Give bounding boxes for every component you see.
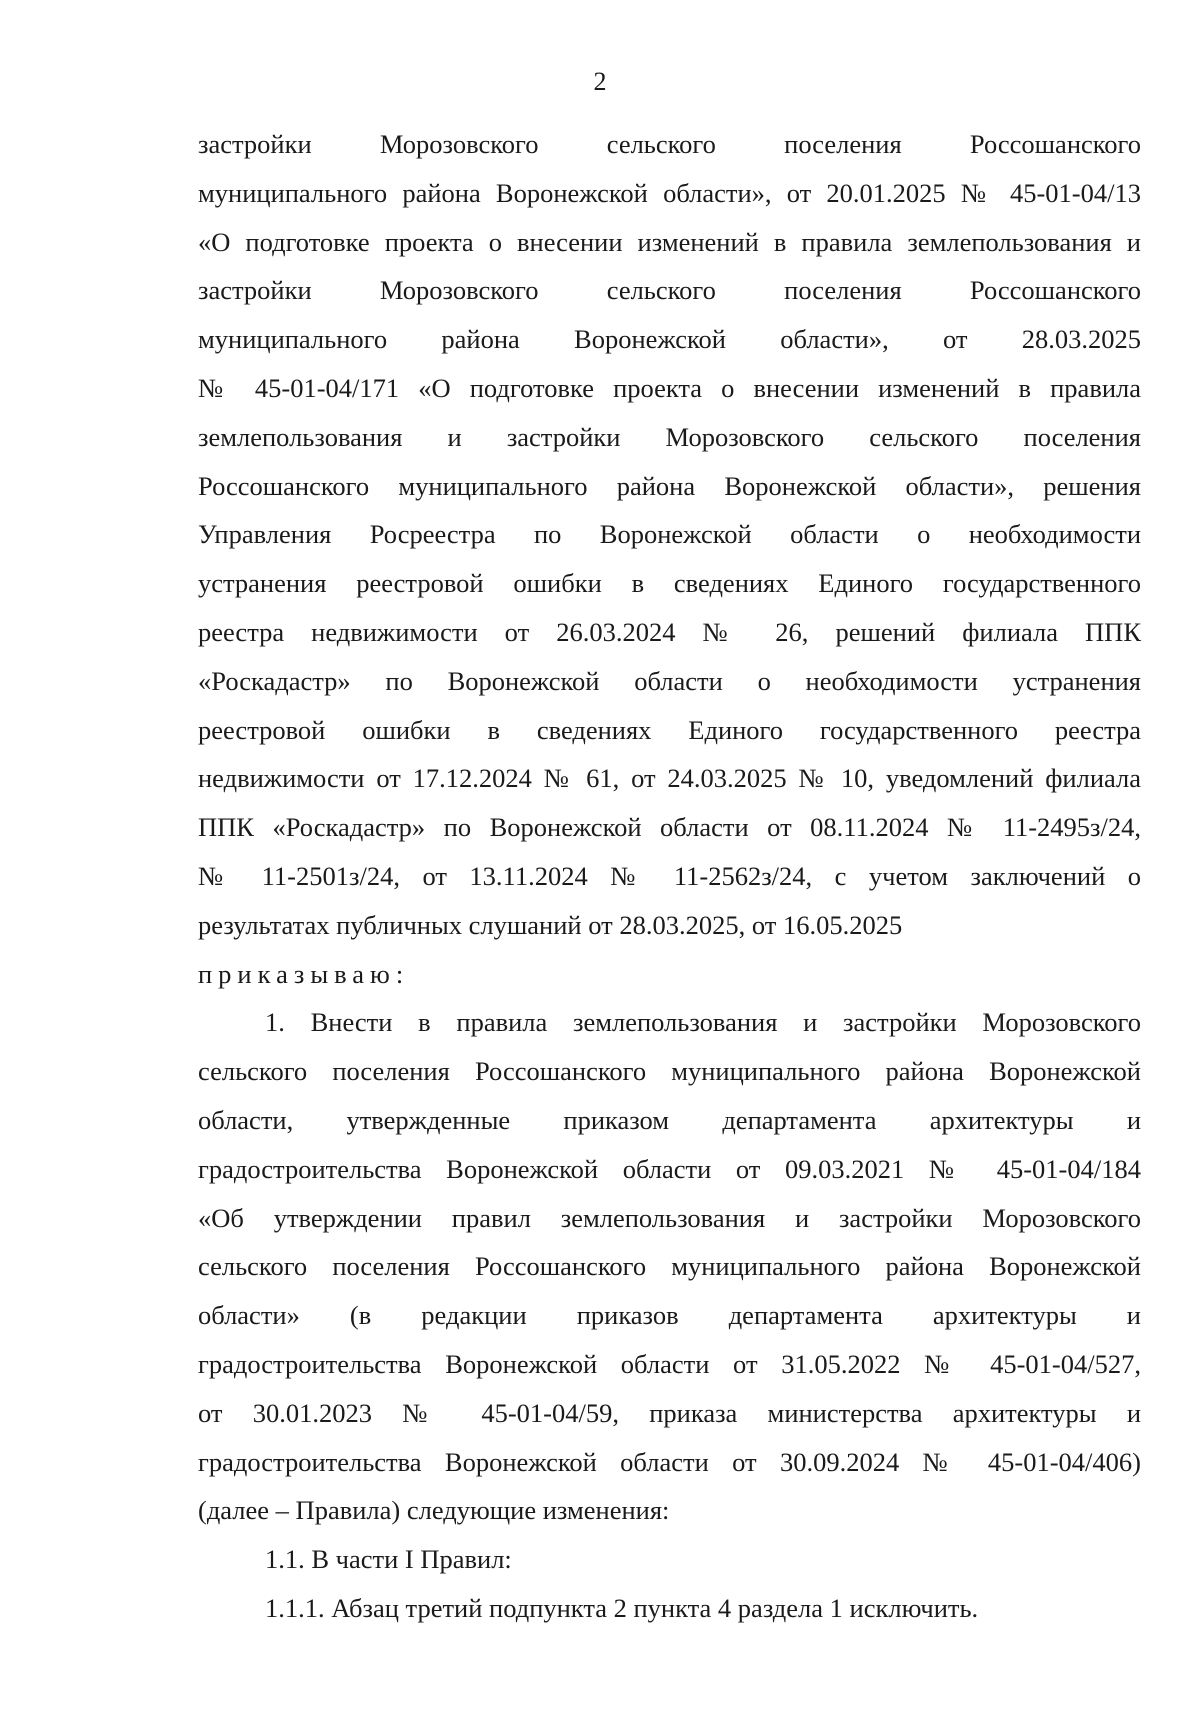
item-1-line: сельского поселения Россошанского муниципального района Воронежской — [198, 1251, 1141, 1282]
preamble-line: результатах публичных слушаний от 28.03.2025, от 16.05.2025 — [198, 909, 903, 940]
item-1-line: 1. Внести в правила землепользования и застройки Морозовского — [265, 1007, 1141, 1038]
item-1-line: «Об утверждении правил землепользования и застройки Морозовского — [198, 1202, 1141, 1233]
preamble-line: землепользования и застройки Морозовского сельского поселения — [198, 421, 1141, 452]
item-1-line: области» (в редакции приказов департамента архитектуры и — [198, 1300, 1141, 1331]
item-1-line: от 30.01.2023 № 45-01-04/59, приказа министерства архитектуры и — [198, 1397, 1141, 1428]
preamble-line: Управления Росреестра по Воронежской области о необходимости — [198, 519, 1141, 550]
preamble-line: недвижимости от 17.12.2024 № 61, от 24.03.2025 № 10, уведомлений филиала — [198, 763, 1141, 794]
preamble-line: застройки Морозовского сельского поселения Россошанского — [198, 275, 1141, 306]
preamble-line: муниципального района Воронежской области», от 20.01.2025 № 45-01-04/13 — [198, 177, 1141, 208]
preamble-line: «Роскадастр» по Воронежской области о необходимости устранения — [198, 665, 1141, 696]
preamble-line: реестра недвижимости от 26.03.2024 № 26, решений филиала ППК — [198, 616, 1141, 647]
item-1-line: градостроительства Воронежской области от 30.09.2024 № 45-01-04/406) — [198, 1446, 1141, 1477]
preamble-line: Россошанского муниципального района Воронежской области», решения — [198, 470, 1141, 501]
preamble-line: ППК «Роскадастр» по Воронежской области от 08.11.2024 № 11-2495з/24, — [198, 812, 1141, 843]
item-1-line: градостроительства Воронежской области от 31.05.2022 № 45-01-04/527, — [198, 1348, 1141, 1379]
order-word: приказываю: — [198, 958, 410, 989]
page-number: 2 — [593, 67, 607, 96]
item-1-line: сельского поселения Россошанского муниципального района Воронежской — [198, 1056, 1141, 1087]
preamble-line: реестровой ошибки в сведениях Единого государственного реестра — [198, 714, 1141, 745]
item-1-line: (далее – Правила) следующие изменения: — [198, 1495, 670, 1526]
document-body — [198, 120, 1141, 1633]
item-1-1: 1.1. В части I Правил: — [265, 1544, 512, 1575]
item-1-line: области, утвержденные приказом департамента архитектуры и — [198, 1104, 1141, 1135]
preamble-line: застройки Морозовского сельского поселения Россошанского — [198, 129, 1141, 159]
preamble-line: № 45-01-04/171 «О подготовке проекта о внесении изменений в правила — [198, 372, 1141, 403]
preamble-line: муниципального района Воронежской области», от 28.03.2025 — [198, 324, 1141, 355]
preamble-line: устранения реестровой ошибки в сведениях Единого государственного — [198, 568, 1141, 599]
preamble-line: № 11-2501з/24, от 13.11.2024 № 11-2562з/24, с учетом заключений о — [198, 860, 1141, 891]
item-1-line: градостроительства Воронежской области от 09.03.2021 № 45-01-04/184 — [198, 1153, 1141, 1184]
item-1-1-1: 1.1.1. Абзац третий подпункта 2 пункта 4 раздела 1 исключить. — [265, 1592, 979, 1623]
preamble-line: «О подготовке проекта о внесении изменений в правила землепользования и — [198, 226, 1141, 257]
